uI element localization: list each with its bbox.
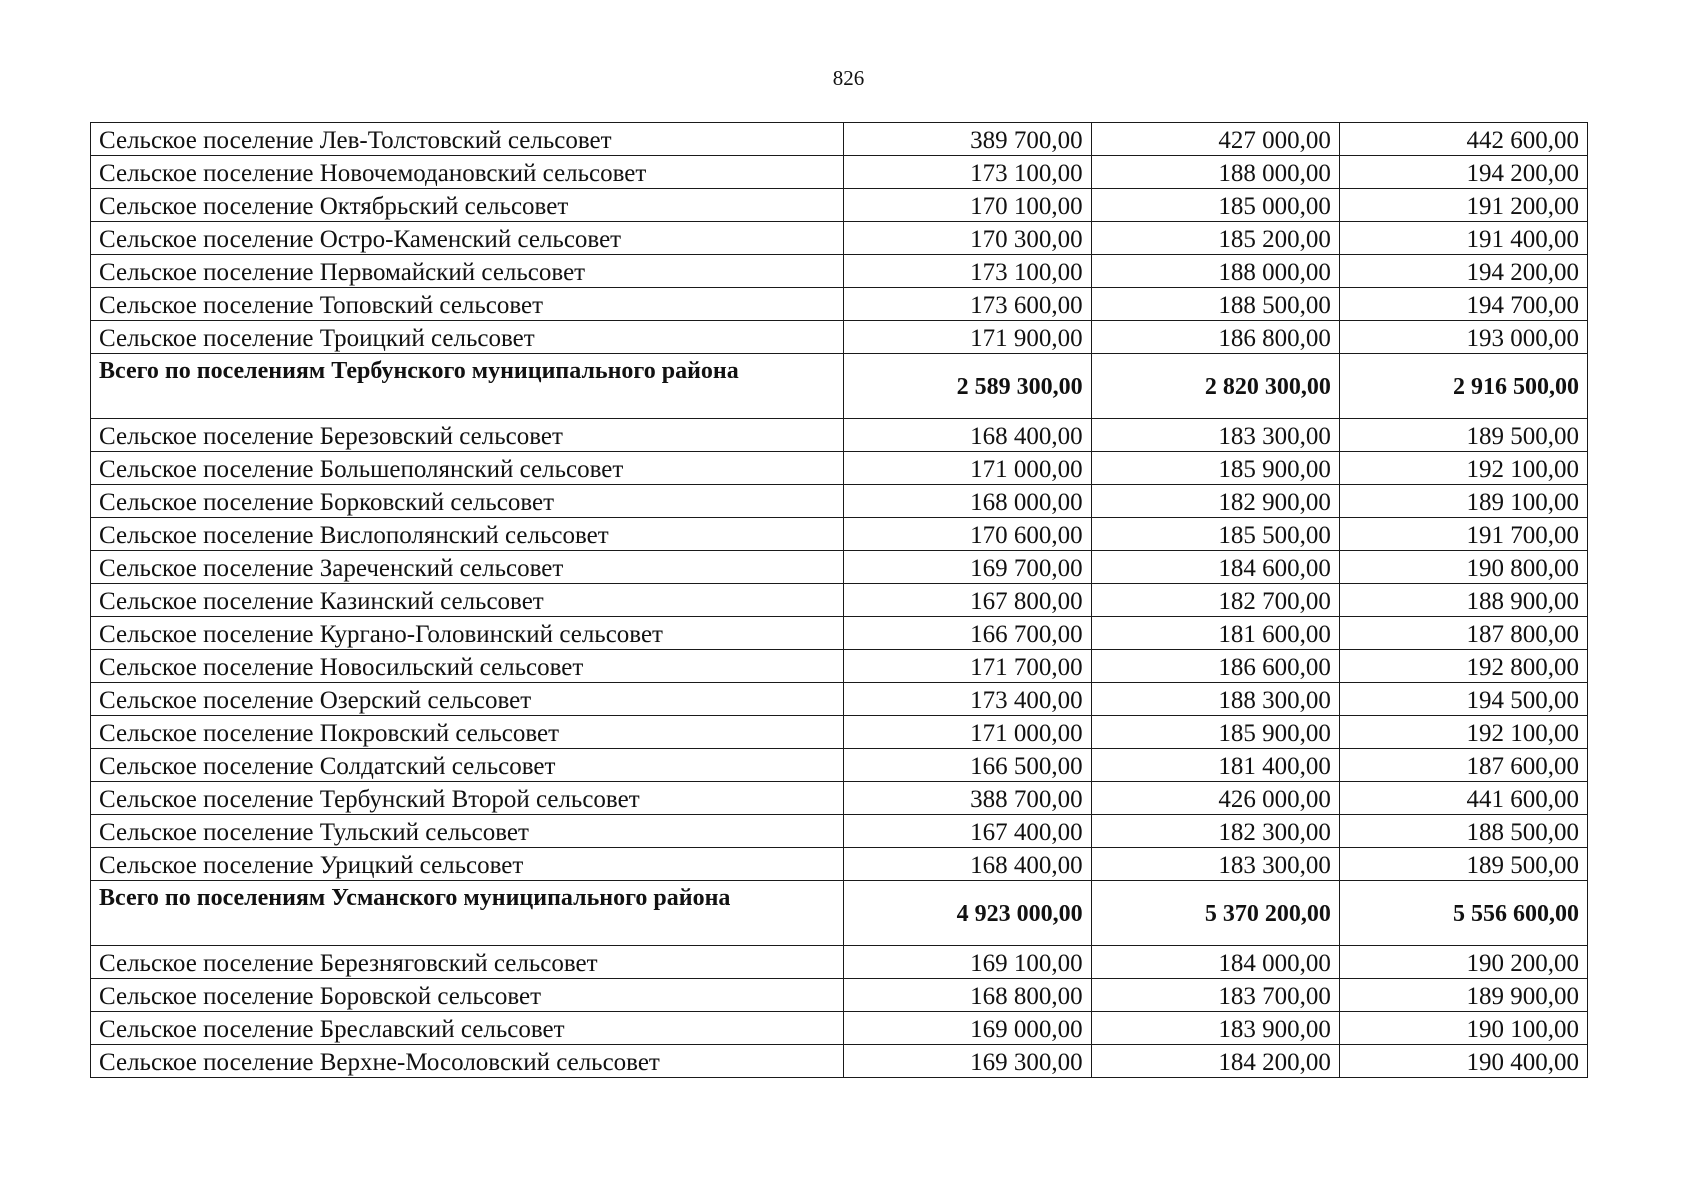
table-row [91, 321, 1588, 354]
value-cell-year-3: 188 900,00 [1339, 584, 1587, 617]
value-cell-year-1: 166 500,00 [843, 749, 1091, 782]
value-cell-year-2: 188 000,00 [1091, 156, 1339, 189]
value-cell-year-1: 173 100,00 [843, 156, 1091, 189]
value-cell-year-2: 184 600,00 [1091, 551, 1339, 584]
settlement-name-cell: Сельское поселение Топовский сельсовет [91, 288, 844, 321]
settlement-name-cell: Сельское поселение Троицкий сельсовет [91, 321, 844, 354]
settlement-name-cell: Сельское поселение Верхне-Мосоловский сельсовет [91, 1045, 844, 1078]
value-cell-year-3: 191 400,00 [1339, 222, 1587, 255]
total-row [91, 881, 1588, 946]
value-cell-year-1: 388 700,00 [843, 782, 1091, 815]
value-cell-year-1: 168 400,00 [843, 419, 1091, 452]
value-cell-year-3: 188 500,00 [1339, 815, 1587, 848]
value-cell-year-2: 186 800,00 [1091, 321, 1339, 354]
value-cell-year-3: 194 200,00 [1339, 255, 1587, 288]
value-cell-year-2: 186 600,00 [1091, 650, 1339, 683]
table-row [91, 584, 1588, 617]
value-cell-year-1: 4 923 000,00 [843, 881, 1091, 946]
value-cell-year-2: 181 600,00 [1091, 617, 1339, 650]
value-cell-year-2: 183 300,00 [1091, 419, 1339, 452]
settlement-name-cell: Сельское поселение Вислополянский сельсовет [91, 518, 844, 551]
value-cell-year-2: 188 300,00 [1091, 683, 1339, 716]
table-body [91, 123, 1588, 1078]
settlement-name-cell: Сельское поселение Зареченский сельсовет [91, 551, 844, 584]
value-cell-year-2: 188 500,00 [1091, 288, 1339, 321]
value-cell-year-3: 191 200,00 [1339, 189, 1587, 222]
value-cell-year-1: 168 000,00 [843, 485, 1091, 518]
value-cell-year-2: 188 000,00 [1091, 255, 1339, 288]
table-row [91, 156, 1588, 189]
value-cell-year-1: 171 900,00 [843, 321, 1091, 354]
settlement-name-cell: Сельское поселение Березовский сельсовет [91, 419, 844, 452]
value-cell-year-1: 173 400,00 [843, 683, 1091, 716]
value-cell-year-3: 190 400,00 [1339, 1045, 1587, 1078]
value-cell-year-2: 183 900,00 [1091, 1012, 1339, 1045]
value-cell-year-3: 5 556 600,00 [1339, 881, 1587, 946]
table-row [91, 518, 1588, 551]
settlement-name-cell: Сельское поселение Остро-Каменский сельсовет [91, 222, 844, 255]
value-cell-year-1: 167 800,00 [843, 584, 1091, 617]
value-cell-year-3: 2 916 500,00 [1339, 354, 1587, 419]
settlement-name-cell: Сельское поселение Борковский сельсовет [91, 485, 844, 518]
settlement-name-cell: Сельское поселение Покровский сельсовет [91, 716, 844, 749]
value-cell-year-1: 173 100,00 [843, 255, 1091, 288]
table-row [91, 848, 1588, 881]
settlement-name-cell: Всего по поселениям Усманского муниципального района [91, 881, 844, 946]
value-cell-year-2: 185 900,00 [1091, 716, 1339, 749]
table-row [91, 255, 1588, 288]
settlements-budget-table [90, 122, 1588, 1078]
value-cell-year-1: 170 600,00 [843, 518, 1091, 551]
value-cell-year-2: 182 300,00 [1091, 815, 1339, 848]
value-cell-year-3: 194 200,00 [1339, 156, 1587, 189]
settlement-name-cell: Сельское поселение Тербунский Второй сельсовет [91, 782, 844, 815]
value-cell-year-1: 170 300,00 [843, 222, 1091, 255]
table-row [91, 419, 1588, 452]
value-cell-year-3: 189 900,00 [1339, 979, 1587, 1012]
value-cell-year-1: 169 700,00 [843, 551, 1091, 584]
value-cell-year-3: 191 700,00 [1339, 518, 1587, 551]
table-row [91, 452, 1588, 485]
value-cell-year-3: 190 100,00 [1339, 1012, 1587, 1045]
value-cell-year-2: 181 400,00 [1091, 749, 1339, 782]
value-cell-year-3: 187 600,00 [1339, 749, 1587, 782]
value-cell-year-3: 187 800,00 [1339, 617, 1587, 650]
value-cell-year-3: 441 600,00 [1339, 782, 1587, 815]
table-row [91, 1045, 1588, 1078]
table-row [91, 222, 1588, 255]
value-cell-year-1: 167 400,00 [843, 815, 1091, 848]
value-cell-year-3: 194 700,00 [1339, 288, 1587, 321]
value-cell-year-2: 427 000,00 [1091, 123, 1339, 156]
settlement-name-cell: Сельское поселение Солдатский сельсовет [91, 749, 844, 782]
value-cell-year-3: 193 000,00 [1339, 321, 1587, 354]
value-cell-year-1: 169 100,00 [843, 946, 1091, 979]
value-cell-year-1: 173 600,00 [843, 288, 1091, 321]
settlement-name-cell: Сельское поселение Новосильский сельсовет [91, 650, 844, 683]
settlement-name-cell: Сельское поселение Первомайский сельсовет [91, 255, 844, 288]
settlement-name-cell: Сельское поселение Бреславский сельсовет [91, 1012, 844, 1045]
value-cell-year-1: 169 000,00 [843, 1012, 1091, 1045]
settlement-name-cell: Сельское поселение Октябрьский сельсовет [91, 189, 844, 222]
table-row [91, 650, 1588, 683]
value-cell-year-2: 183 300,00 [1091, 848, 1339, 881]
table-row [91, 617, 1588, 650]
settlement-name-cell: Сельское поселение Озерский сельсовет [91, 683, 844, 716]
value-cell-year-1: 169 300,00 [843, 1045, 1091, 1078]
value-cell-year-1: 2 589 300,00 [843, 354, 1091, 419]
value-cell-year-3: 189 500,00 [1339, 419, 1587, 452]
settlement-name-cell: Сельское поселение Казинский сельсовет [91, 584, 844, 617]
value-cell-year-1: 170 100,00 [843, 189, 1091, 222]
value-cell-year-2: 426 000,00 [1091, 782, 1339, 815]
value-cell-year-1: 166 700,00 [843, 617, 1091, 650]
table-row [91, 782, 1588, 815]
value-cell-year-2: 182 900,00 [1091, 485, 1339, 518]
value-cell-year-1: 171 700,00 [843, 650, 1091, 683]
value-cell-year-2: 182 700,00 [1091, 584, 1339, 617]
settlement-name-cell: Сельское поселение Урицкий сельсовет [91, 848, 844, 881]
table-row [91, 815, 1588, 848]
table-row [91, 1012, 1588, 1045]
settlement-name-cell: Сельское поселение Боровской сельсовет [91, 979, 844, 1012]
value-cell-year-2: 185 000,00 [1091, 189, 1339, 222]
table-row [91, 683, 1588, 716]
value-cell-year-1: 168 400,00 [843, 848, 1091, 881]
value-cell-year-3: 192 800,00 [1339, 650, 1587, 683]
value-cell-year-3: 190 800,00 [1339, 551, 1587, 584]
value-cell-year-2: 2 820 300,00 [1091, 354, 1339, 419]
settlement-name-cell: Сельское поселение Кургано-Головинский сельсовет [91, 617, 844, 650]
total-row [91, 354, 1588, 419]
value-cell-year-3: 189 500,00 [1339, 848, 1587, 881]
settlement-name-cell: Сельское поселение Тульский сельсовет [91, 815, 844, 848]
settlement-name-cell: Сельское поселение Большеполянский сельсовет [91, 452, 844, 485]
value-cell-year-2: 184 000,00 [1091, 946, 1339, 979]
settlement-name-cell: Сельское поселение Новочемодановский сельсовет [91, 156, 844, 189]
table-row [91, 749, 1588, 782]
value-cell-year-1: 168 800,00 [843, 979, 1091, 1012]
table-row [91, 979, 1588, 1012]
table-row [91, 485, 1588, 518]
value-cell-year-3: 190 200,00 [1339, 946, 1587, 979]
value-cell-year-3: 189 100,00 [1339, 485, 1587, 518]
value-cell-year-1: 171 000,00 [843, 452, 1091, 485]
value-cell-year-1: 389 700,00 [843, 123, 1091, 156]
table-row [91, 189, 1588, 222]
value-cell-year-2: 185 200,00 [1091, 222, 1339, 255]
settlement-name-cell: Сельское поселение Лев-Толстовский сельсовет [91, 123, 844, 156]
settlement-name-cell: Сельское поселение Березняговский сельсовет [91, 946, 844, 979]
page-number: 826 [832, 66, 865, 90]
table-row [91, 946, 1588, 979]
table-row [91, 288, 1588, 321]
value-cell-year-2: 5 370 200,00 [1091, 881, 1339, 946]
table-row [91, 716, 1588, 749]
value-cell-year-3: 192 100,00 [1339, 452, 1587, 485]
value-cell-year-2: 185 500,00 [1091, 518, 1339, 551]
value-cell-year-1: 171 000,00 [843, 716, 1091, 749]
value-cell-year-2: 185 900,00 [1091, 452, 1339, 485]
settlement-name-cell: Всего по поселениям Тербунского муниципального района [91, 354, 844, 419]
value-cell-year-3: 442 600,00 [1339, 123, 1587, 156]
value-cell-year-2: 184 200,00 [1091, 1045, 1339, 1078]
value-cell-year-3: 192 100,00 [1339, 716, 1587, 749]
value-cell-year-3: 194 500,00 [1339, 683, 1587, 716]
value-cell-year-2: 183 700,00 [1091, 979, 1339, 1012]
table-row [91, 123, 1588, 156]
table-row [91, 551, 1588, 584]
